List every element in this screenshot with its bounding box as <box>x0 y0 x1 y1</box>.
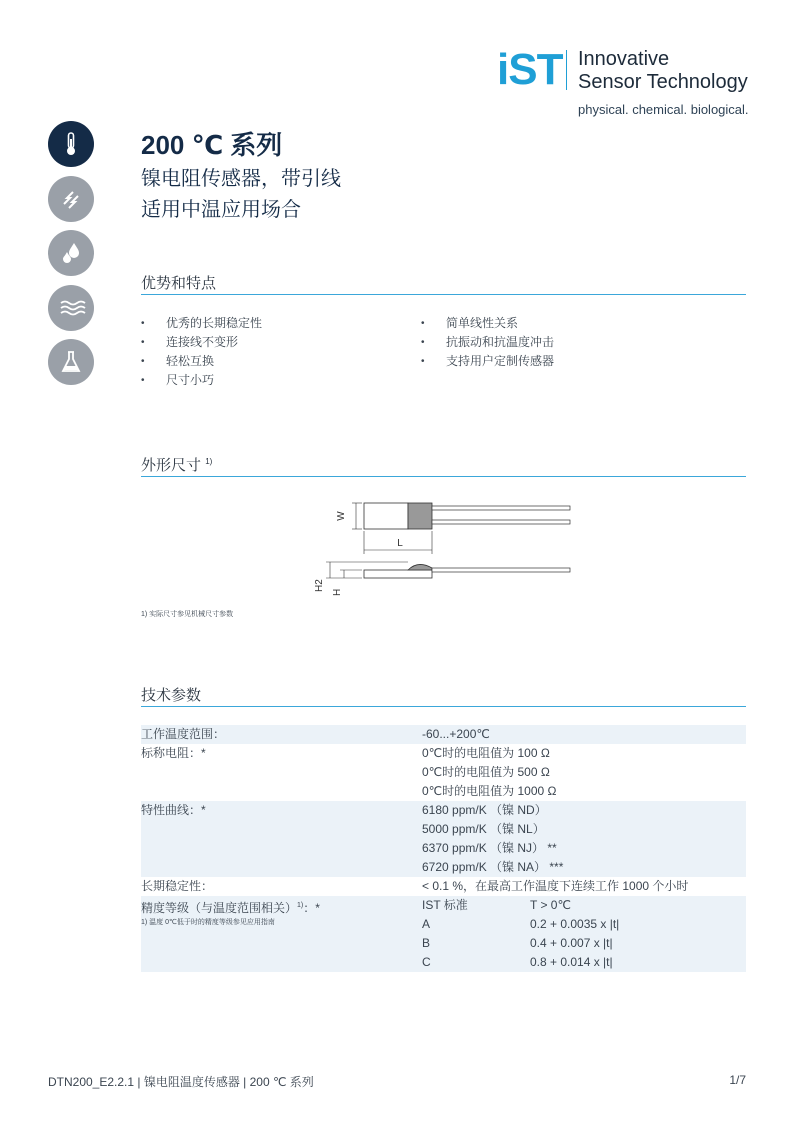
page-number: 1/7 <box>729 1073 746 1087</box>
curve-value: 5000 ppm/K （镍 NL） <box>422 822 545 836</box>
list-item: • 尺寸小巧 <box>141 371 401 390</box>
lead-wire-1 <box>432 506 570 510</box>
lead-wire-side <box>432 568 570 572</box>
waves-icon[interactable] <box>48 285 94 331</box>
curve-value: 6370 ppm/K （镍 NJ） ** <box>422 841 557 855</box>
page-title: 200 ℃ 系列 <box>141 130 283 160</box>
thermometer-icon[interactable] <box>48 121 94 167</box>
accuracy-label <box>141 896 422 918</box>
dimensions-heading-sup: 1) <box>205 457 213 466</box>
list-item: • 轻松互换 <box>141 352 401 371</box>
table-row <box>141 896 746 972</box>
specs-table <box>141 725 746 972</box>
table-cell-value: -60...+200℃ <box>422 725 746 744</box>
list-item: • 优秀的长期稳定性 <box>141 314 401 333</box>
accuracy-label-sup: 1) <box>297 902 304 909</box>
table-cell-value <box>422 896 746 972</box>
nominal-value: 0℃时的电阻值为 1000 Ω <box>422 784 557 798</box>
table-row <box>141 877 746 896</box>
table-cell-value <box>422 744 746 801</box>
nominal-value: 0℃时的电阻值为 100 Ω <box>422 746 550 760</box>
dim-w-label: W <box>336 511 347 521</box>
accuracy-label-suffix: ：* <box>303 901 320 915</box>
flask-glyph <box>56 347 86 377</box>
table-row <box>141 744 746 801</box>
dimension-drawing <box>300 492 580 602</box>
flask-icon[interactable] <box>48 339 94 385</box>
accuracy-label-text: 精度等级（与温度范围相关） <box>141 901 298 915</box>
sensor-body-top <box>364 503 408 529</box>
specs-rule <box>141 706 746 707</box>
sensor-cap-side <box>408 564 432 570</box>
nominal-value: 0℃时的电阻值为 500 Ω <box>422 765 550 779</box>
grade-class: C <box>422 955 431 969</box>
flow-glyph <box>56 184 86 214</box>
dimensions-rule <box>141 476 746 477</box>
dimensions-heading <box>141 454 212 475</box>
grade-row <box>422 915 746 934</box>
table-cell-label <box>141 896 422 972</box>
table-cell-label: 标称电阻：* <box>141 746 206 760</box>
dim-h2-label: H2 <box>314 579 325 592</box>
footer-text: DTN200_E2.2.1 | 镍电阻温度传感器 | 200 ℃ 系列 <box>48 1075 314 1089</box>
grade-formula: 0.2 + 0.0035 x |t| <box>530 917 620 931</box>
company-name <box>578 48 748 94</box>
specs-heading: 技术参数 <box>141 687 202 704</box>
grade-header-std: IST 标准 <box>422 898 468 912</box>
grade-formula: 0.8 + 0.014 x |t| <box>530 955 613 969</box>
table-cell-label: 工作温度范围： <box>141 725 422 744</box>
dim-l-label: L <box>397 538 403 549</box>
grade-header <box>422 896 746 915</box>
dimensions-footnote: 1) 实际尺寸参见机械尺寸参数 <box>141 611 234 618</box>
subtitle-line1: 镍电阻传感器，带引线 <box>141 168 341 190</box>
table-row <box>141 801 746 877</box>
thermometer-glyph <box>56 129 86 159</box>
curve-value: 6180 ppm/K （镍 ND） <box>422 803 547 817</box>
table-cell-label: 特性曲线：* <box>141 801 422 877</box>
table-cell-label: 长期稳定性： <box>141 879 214 893</box>
curve-value: 6720 ppm/K （镍 NA） *** <box>422 860 564 874</box>
waves-glyph <box>56 293 86 323</box>
company-tagline: physical. chemical. biological. <box>578 102 749 117</box>
table-cell-value: < 0.1 %，在最高工作温度下连续工作 1000 个小时 <box>422 879 689 893</box>
advantages-list-left <box>141 314 401 390</box>
list-item: • 连接线不变形 <box>141 333 401 352</box>
grade-class: A <box>422 917 431 931</box>
lead-wire-2 <box>432 520 570 524</box>
grade-row <box>422 934 746 953</box>
list-item: • 支持用户定制传感器 <box>421 352 721 371</box>
logo-divider <box>566 50 567 90</box>
grade-formula: 0.4 + 0.007 x |t| <box>530 936 613 950</box>
sensor-body-side <box>364 570 432 578</box>
grade-class: B <box>422 936 431 950</box>
sensor-cap-top <box>408 503 432 529</box>
advantages-list-right <box>421 314 721 371</box>
ist-logo-mark: iST <box>497 45 563 94</box>
drops-glyph <box>56 238 86 268</box>
flow-icon[interactable] <box>48 176 94 222</box>
grade-header-temp: T > 0℃ <box>530 898 571 912</box>
list-item: • 抗振动和抗温度冲击 <box>421 333 721 352</box>
drops-icon[interactable] <box>48 230 94 276</box>
dimensions-heading-text: 外形尺寸 <box>141 457 202 474</box>
advantages-heading: 优势和特点 <box>141 275 217 292</box>
subtitle-line2: 适用中温应用场合 <box>141 199 301 221</box>
company-name-line2: Sensor Technology <box>578 71 748 93</box>
accuracy-note: 1) 温度 0℃低于时的精度等级参见应用指南 <box>141 919 275 926</box>
list-item: • 简单线性关系 <box>421 314 721 333</box>
table-row <box>141 725 746 744</box>
advantages-rule <box>141 294 746 295</box>
grade-row <box>422 953 746 972</box>
table-cell-value <box>422 801 746 877</box>
dim-h-label: H <box>332 588 343 596</box>
company-name-line1: Innovative <box>578 48 670 70</box>
